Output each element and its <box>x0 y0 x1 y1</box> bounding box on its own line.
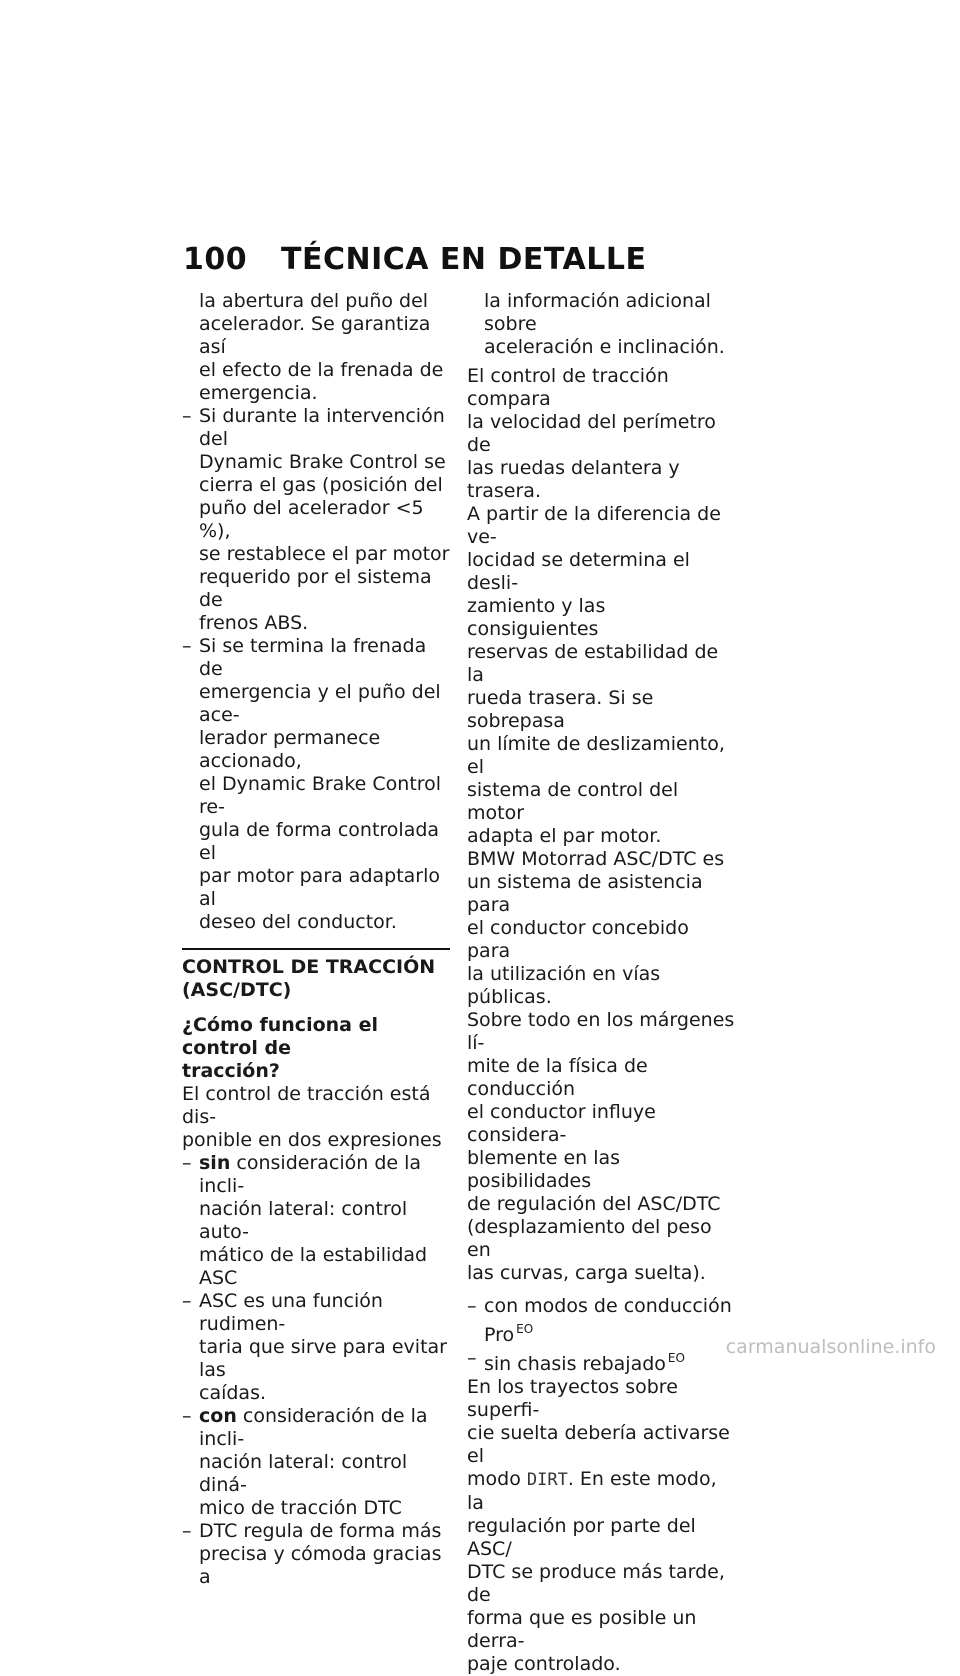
text-line: puño del acelerador <5 %), <box>199 497 424 542</box>
text-line: nación lateral: control diná- <box>199 1451 408 1496</box>
text-line: zamiento y las consiguientes <box>467 595 606 640</box>
section-divider <box>182 948 450 950</box>
text-line: BMW Motorrad ASC/DTC es <box>467 848 725 870</box>
text-line: . En este modo, la <box>467 1468 717 1514</box>
dash-marker: – <box>182 405 192 427</box>
text-line: las curvas, carga suelta). <box>467 1262 706 1284</box>
text-line: El control de tracción compara <box>467 365 669 410</box>
text-line: precisa y cómoda gracias a <box>199 1543 442 1588</box>
text-line: ¿Cómo funciona el control de <box>182 1014 378 1059</box>
section-title <box>182 956 450 1002</box>
text-line: de regulación del ASC/DTC <box>467 1193 721 1215</box>
text-line: se restablece el par motor <box>199 543 450 565</box>
text-line: forma que es posible un derra- <box>467 1607 697 1652</box>
option-marker: EO <box>516 1322 534 1336</box>
text-line: Si se termina la frenada de <box>199 635 427 680</box>
question-heading <box>182 1014 450 1083</box>
text-line: sistema de control del motor <box>467 779 679 824</box>
text-line: aceleración e inclinación. <box>484 336 725 358</box>
list-item <box>182 1290 450 1405</box>
dash-marker: – <box>182 635 192 657</box>
text-line: DTC regula de forma más <box>199 1520 442 1542</box>
text-line: locidad se determina el desli- <box>467 549 690 594</box>
text-line: las ruedas delantera y trasera. <box>467 457 680 502</box>
text-line: un sistema de asistencia para <box>467 871 703 916</box>
dash-marker: – <box>182 1152 192 1174</box>
text-line: rueda trasera. Si se sobrepasa <box>467 687 654 732</box>
text-line: lerador permanece accionado, <box>199 727 381 772</box>
text-line: emergencia. <box>199 382 318 404</box>
condition-item <box>467 1295 735 1347</box>
text-line: A partir de la diferencia de ve- <box>467 503 721 548</box>
list-item <box>182 405 450 635</box>
text-line: sin chasis rebajado <box>484 1353 666 1375</box>
paragraph <box>467 365 735 848</box>
text-line: la velocidad del perímetro de <box>467 411 716 456</box>
list-item <box>182 1152 450 1290</box>
text-line: la abertura del puño del <box>199 290 429 312</box>
page-header <box>183 242 646 277</box>
text-line: acelerador. Se garantiza así <box>199 313 431 358</box>
text-line: la información adicional sobre <box>484 290 711 335</box>
dash-marker: – <box>182 1520 192 1542</box>
text-line: (desplazamiento del peso en <box>467 1216 712 1261</box>
text-line: regulación por parte del ASC/ <box>467 1515 696 1560</box>
text-line: requerido por el sistema de <box>199 566 432 611</box>
text-line: modo <box>467 1468 527 1490</box>
text-line: adapta el par motor. <box>467 825 662 847</box>
riding-mode-name: DIRT <box>526 1470 568 1490</box>
text-line: Pro <box>484 1324 515 1346</box>
chapter-title: TÉCNICA EN DETALLE <box>281 242 647 277</box>
text-line: el conductor influye considera- <box>467 1101 656 1146</box>
bold-term: con <box>199 1405 237 1427</box>
text-line: blemente en las posibilidades <box>467 1147 621 1192</box>
list-item <box>182 1405 450 1520</box>
text-line: mite de la física de conducción <box>467 1055 648 1100</box>
text-line: caídas. <box>199 1382 267 1404</box>
text-line: taria que sirve para evitar las <box>199 1336 447 1381</box>
list-item <box>182 635 450 934</box>
paragraph <box>467 848 735 1285</box>
text-line: deseo del conductor. <box>199 911 397 933</box>
text-line: el Dynamic Brake Control re- <box>199 773 442 818</box>
page-number: 100 <box>183 242 248 277</box>
text-line: la utilización en vías públicas. <box>467 963 661 1008</box>
dash-marker: – <box>467 1347 477 1369</box>
text-line: En los trayectos sobre superfi- <box>467 1376 678 1421</box>
text-line: gula de forma controlada el <box>199 819 440 864</box>
left-column <box>182 290 450 1589</box>
text-line: El control de tracción está dis- <box>182 1083 431 1128</box>
dash-marker: – <box>182 1405 192 1427</box>
continued-item <box>182 290 450 405</box>
text-line: tracción? <box>182 1060 280 1082</box>
option-marker: EO <box>667 1351 685 1365</box>
text-line: cierra el gas (posición del <box>199 474 443 496</box>
text-line: par motor para adaptarlo al <box>199 865 441 910</box>
list-item <box>182 1520 450 1589</box>
text-line: el efecto de la frenada de <box>199 359 444 381</box>
text-line: (ASC/DTC) <box>182 979 292 1001</box>
text-line: ASC es una función rudimen- <box>199 1290 383 1335</box>
text-line: paje controlado. <box>467 1653 621 1675</box>
text-line: consideración de la incli- <box>199 1405 428 1450</box>
text-line: Si durante la intervención del <box>199 405 445 450</box>
text-line: reservas de estabilidad de la <box>467 641 719 686</box>
text-line: Dynamic Brake Control se <box>199 451 446 473</box>
text-line: el conductor concebido para <box>467 917 689 962</box>
text-line: nación lateral: control auto- <box>199 1198 408 1243</box>
right-column <box>467 290 735 1676</box>
text-line: DTC se produce más tarde, de <box>467 1561 725 1606</box>
text-line: con modos de conducción <box>484 1295 732 1317</box>
text-line: Sobre todo en los márgenes lí- <box>467 1009 735 1054</box>
text-line: emergencia y el puño del ace- <box>199 681 441 726</box>
text-line: CONTROL DE TRACCIÓN <box>182 956 436 978</box>
continued-item <box>467 290 735 359</box>
dash-marker: – <box>182 1290 192 1312</box>
text-line: ponible en dos expresiones <box>182 1129 442 1151</box>
text-line: frenos ABS. <box>199 612 309 634</box>
text-line: cie suelta debería activarse el <box>467 1422 730 1467</box>
intro-paragraph <box>182 1083 450 1152</box>
watermark: carmanualsonline.info <box>725 1336 936 1358</box>
text-line: mático de la estabilidad ASC <box>199 1244 428 1289</box>
paragraph <box>467 1376 735 1676</box>
text-line: un límite de deslizamiento, el <box>467 733 725 778</box>
bold-term: sin <box>199 1152 231 1174</box>
text-line: mico de tracción DTC <box>199 1497 402 1519</box>
text-line: consideración de la incli- <box>199 1152 422 1197</box>
dash-marker: – <box>467 1295 477 1317</box>
